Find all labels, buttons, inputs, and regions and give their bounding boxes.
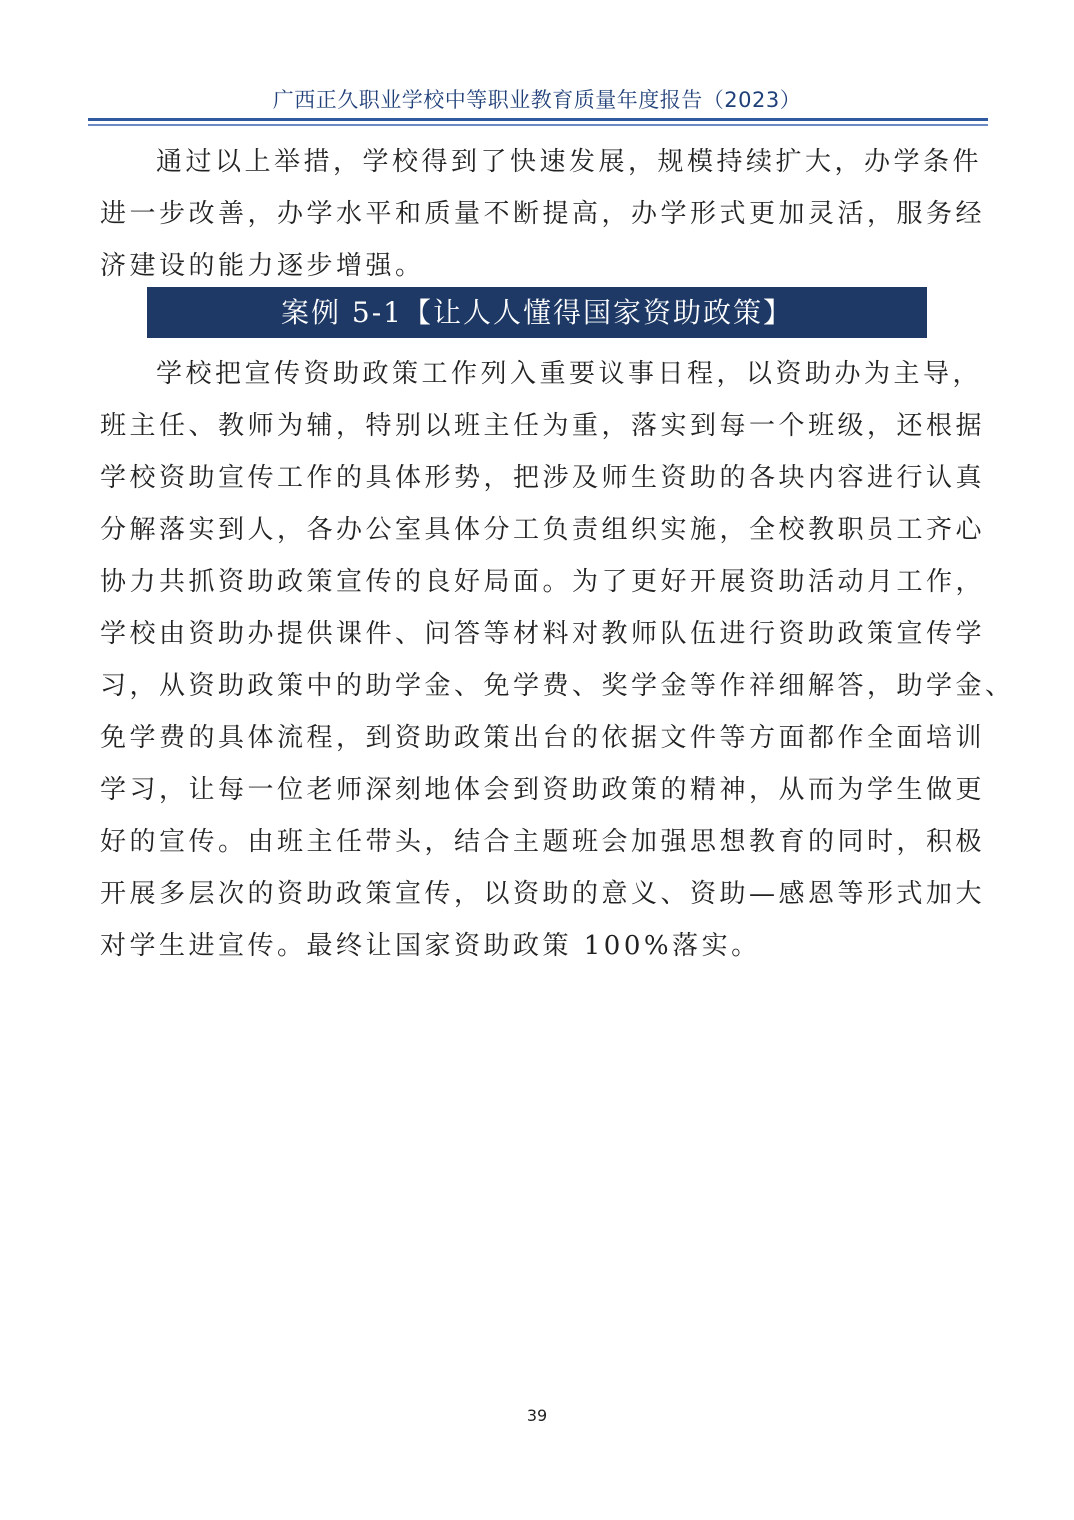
paragraph-line: 济建设的能力逐步增强。 (100, 251, 425, 281)
paragraph-line: 进一步改善，办学水平和质量不断提高，办学形式更加灵活，服务经 (100, 199, 986, 229)
paragraph-line: 学校把宣传资助政策工作列入重要议事日程，以资助办为主导， (156, 359, 983, 389)
paragraph-line: 对学生进宣传。最终让国家资助政策 100%落实。 (100, 931, 761, 961)
case-title-banner: 案例 5-1【让人人懂得国家资助政策】 (147, 287, 927, 338)
paragraph-line: 习，从资助政策中的助学金、免学费、奖学金等作祥细解答，助学金、 (100, 671, 1015, 701)
intro-paragraph (100, 136, 1000, 292)
paragraph-line: 开展多层次的资助政策宣传，以资助的意义、资助—感恩等形式加大 (100, 879, 986, 909)
paragraph-line: 免学费的具体流程，到资助政策出台的依据文件等方面都作全面培训 (100, 723, 986, 753)
header-rule-thin (88, 124, 988, 126)
case-body-paragraph (100, 348, 1015, 972)
paragraph-line: 学校资助宣传工作的具体形势，把涉及师生资助的各块内容进行认真 (100, 463, 986, 493)
paragraph-line: 通过以上举措，学校得到了快速发展，规模持续扩大，办学条件 (156, 147, 983, 177)
paragraph-line: 好的宣传。由班主任带头，结合主题班会加强思想教育的同时，积极 (100, 827, 986, 857)
paragraph-line: 协力共抓资助政策宣传的良好局面。为了更好开展资助活动月工作， (100, 567, 986, 597)
page-number: 39 (526, 1406, 548, 1425)
paragraph-line: 班主任、教师为辅，特别以班主任为重，落实到每一个班级，还根据 (100, 411, 986, 441)
report-header-title: 广西正久职业学校中等职业教育质量年度报告（2023） (272, 88, 802, 112)
paragraph-line: 分解落实到人，各办公室具体分工负责组织实施，全校教职员工齐心 (100, 515, 986, 545)
paragraph-line: 学校由资助办提供课件、问答等材料对教师队伍进行资助政策宣传学 (100, 619, 986, 649)
paragraph-line: 学习，让每一位老师深刻地体会到资助政策的精神，从而为学生做更 (100, 775, 986, 805)
header-rule-thick (88, 118, 988, 121)
